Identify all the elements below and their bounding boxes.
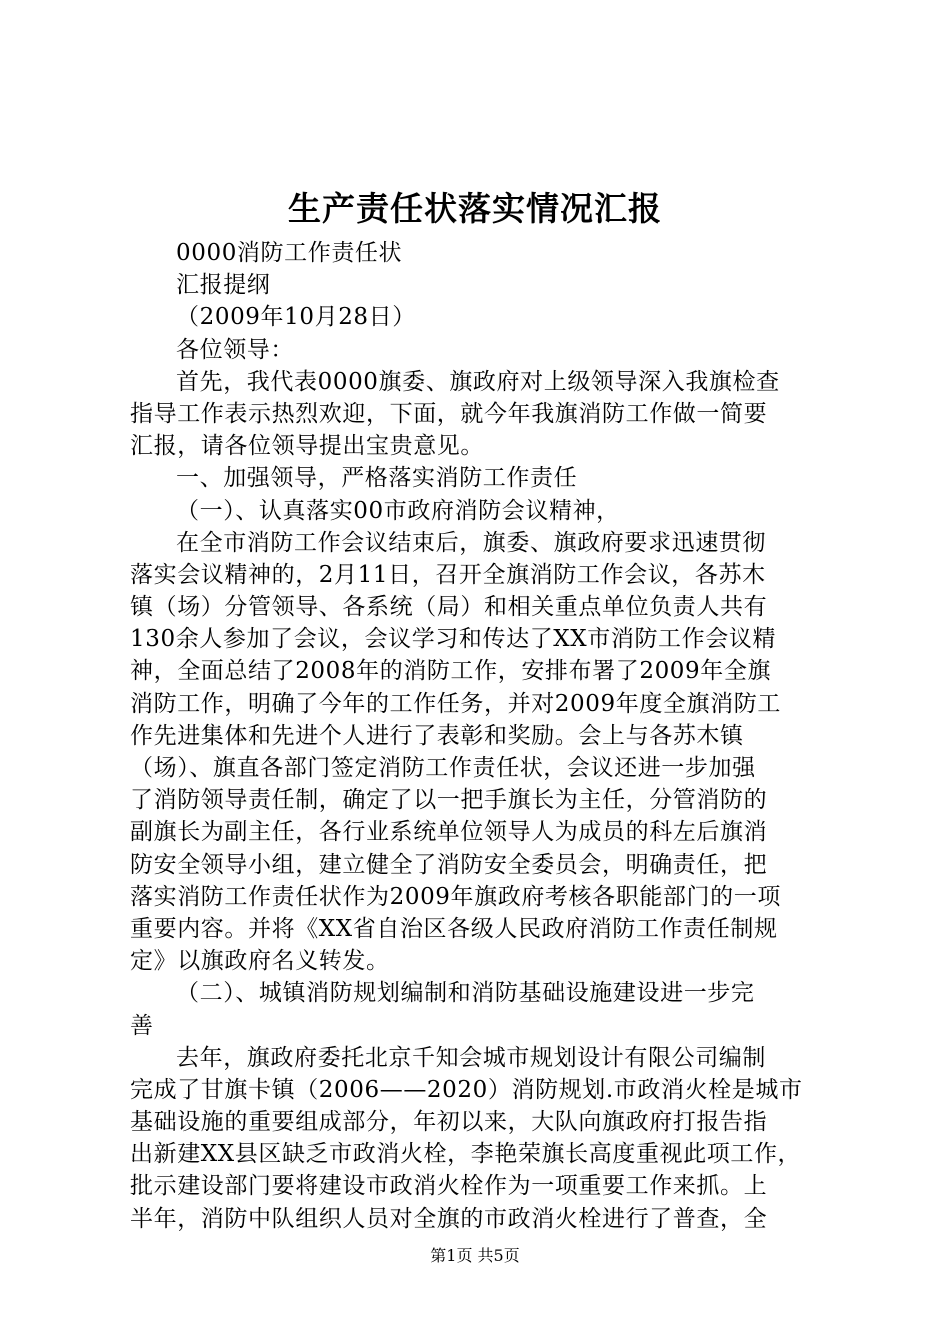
text-line: 善	[130, 1012, 154, 1039]
text-line: 各位领导：	[176, 336, 294, 363]
text-line: 基础设施的重要组成部分，年初以来，大队向旗政府打报告指	[130, 1109, 768, 1136]
text-line: （二）、城镇消防规划编制和消防基础设施建设进一步完	[176, 980, 755, 1007]
text-line: 重要内容。并将《XX省自治区各级人民政府消防工作责任制规	[130, 915, 778, 942]
text-line: 一、加强领导，严格落实消防工作责任	[176, 465, 578, 492]
document-body	[130, 237, 830, 1235]
text-line: 镇（场）分管领导、各系统（局）和相关重点单位负责人共有	[130, 594, 768, 621]
text-line: 防安全领导小组，建立健全了消防安全委员会，明确责任，把	[130, 851, 768, 878]
text-line: 定》以旗政府名义转发。	[130, 948, 390, 975]
document-title: 生产责任状落实情况汇报	[288, 189, 662, 228]
text-line: 汇报提纲	[176, 272, 271, 299]
text-line: 落实会议精神的，2月11日，召开全旗消防工作会议，各苏木	[130, 561, 766, 588]
text-line: 消防工作，明确了今年的工作任务，并对2009年度全旗消防工	[130, 690, 781, 717]
text-line: 首先，我代表0000旗委、旗政府对上级领导深入我旗检查	[176, 368, 780, 395]
text-line: 作先进集体和先进个人进行了表彰和奖励。会上与各苏木镇	[130, 722, 744, 749]
text-line: 批示建设部门要将建设市政消火栓作为一项重要工作来抓。上	[130, 1173, 768, 1200]
text-line: 去年，旗政府委托北京千知会城市规划设计有限公司编制	[176, 1044, 766, 1071]
text-line: 神，全面总结了2008年的消防工作，安排布署了2009年全旗	[130, 658, 772, 685]
text-line: 落实消防工作责任状作为2009年旗政府考核各职能部门的一项	[130, 883, 781, 910]
text-line: 汇报，请各位领导提出宝贵意见。	[130, 433, 484, 460]
text-line: 半年，消防中队组织人员对全旗的市政消火栓进行了普查，全	[130, 1205, 768, 1232]
page-number-footer: 第1页 共5页	[430, 1246, 520, 1265]
text-line: （一）、认真落实00市政府消防会议精神，	[176, 497, 620, 524]
text-line: 了消防领导责任制，确定了以一把手旗长为主任，分管消防的	[130, 787, 768, 814]
text-line: 在全市消防工作会议结束后，旗委、旗政府要求迅速贯彻	[176, 529, 766, 556]
text-line: （场）、旗直各部门签定消防工作责任状，会议还进一步加强	[130, 755, 756, 781]
text-line: 0000消防工作责任状	[176, 240, 403, 266]
text-line: （2009年10月28日）	[176, 304, 416, 331]
text-line: 完成了甘旗卡镇（2006——2020）消防规划.市政消火栓是城市	[130, 1076, 803, 1103]
text-line: 指导工作表示热烈欢迎，下面，就今年我旗消防工作做一简要	[130, 400, 768, 427]
text-line: 出新建XX县区缺乏市政消火栓，李艳荣旗长高度重视此项工作，	[130, 1141, 802, 1168]
text-line: 副旗长为副主任，各行业系统单位领导人为成员的科左后旗消	[130, 819, 768, 846]
text-line: 130余人参加了会议，会议学习和传达了XX市消防工作会议精	[130, 626, 777, 653]
